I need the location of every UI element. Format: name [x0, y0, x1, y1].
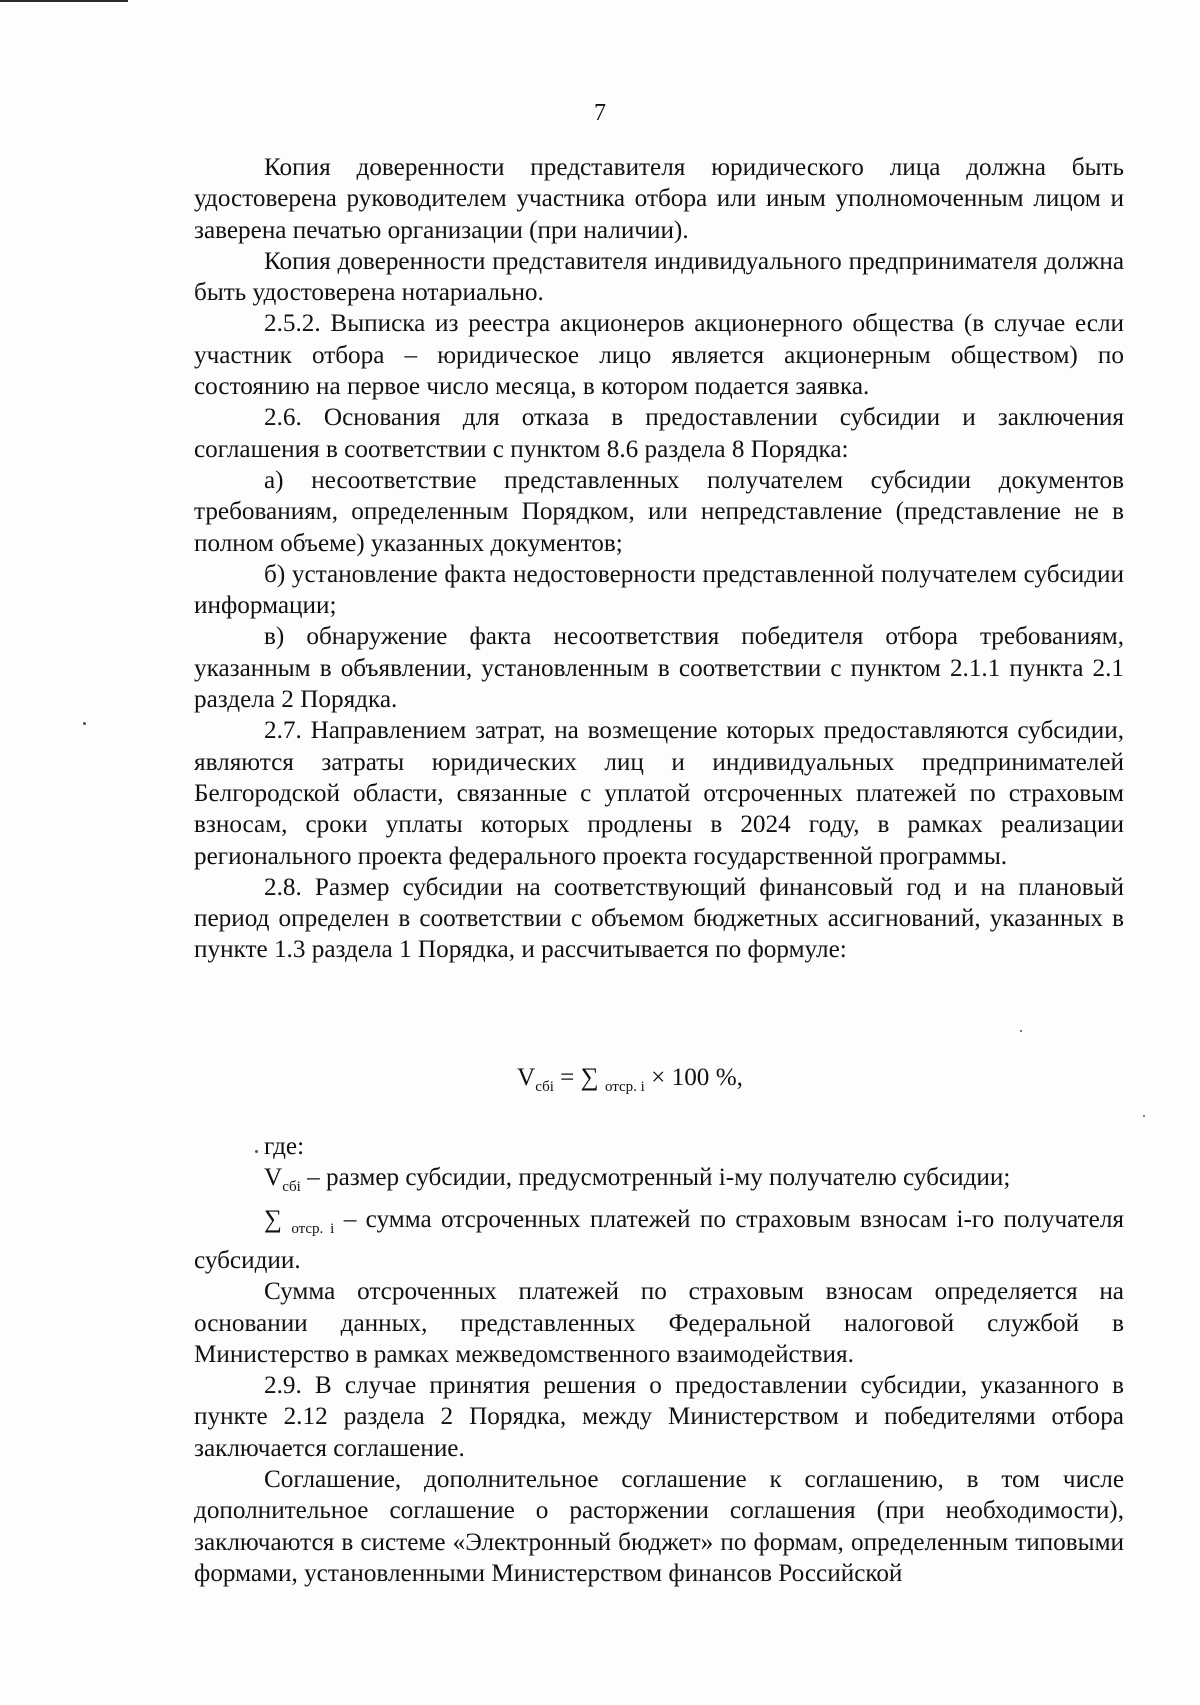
scan-speck — [255, 1150, 258, 1153]
scan-speck — [1143, 1115, 1145, 1117]
page-number: 7 — [594, 100, 606, 126]
scan-edge-mark — [0, 0, 128, 2]
paragraph-2-5-2: 2.5.2. Выписка из реестра акционеров акционерного общества (в случае если участник отбора – юридическое лицо является акционерным обществом) по состоянию на первое число месяца, в котором подается заявка. — [194, 310, 1124, 401]
scan-speck — [1020, 1030, 1022, 1032]
definition-sum-text: – сумма отсроченных платежей по страховым взносам i-го получателя субсидии. — [194, 1205, 1124, 1274]
definition-sum — [194, 1204, 1124, 1277]
body-text-top — [194, 152, 1124, 966]
paragraph-2-6-a: а) несоответствие представленных получателем субсидии документов требованиям, определенным Порядком, или непредставление (представление не в полном объеме) указанных документов; — [194, 466, 1124, 557]
paragraph-agreement: Соглашение, дополнительное соглашение к соглашению, в том числе дополнительное соглашение о расторжении соглашения (при необходимости), заключаются в системе «Электронный бюджет» по формам, определенным типовыми формами, установленными Министерством финансов Российской — [194, 1466, 1124, 1587]
subsidy-formula — [0, 1064, 1200, 1096]
paragraph-poa-entrepreneur: Копия доверенности представителя индивидуального предпринимателя должна быть удостоверена нотариально. — [194, 247, 1124, 307]
formula-equals-sum: = ∑ — [553, 1064, 605, 1091]
definition-v-subscript: сбi — [282, 1179, 301, 1196]
formula-sum-subscript: отср. i — [604, 1079, 645, 1096]
formula-tail: × 100 %, — [644, 1064, 743, 1091]
paragraph-poa-legal-entity: Копия доверенности представителя юридического лица должна быть удостоверена руководителем участника отбора или иным уполномоченным лицом и заверена печатью организации (при наличии). — [194, 154, 1124, 244]
paragraph-2-6: 2.6. Основания для отказа в предоставлении субсидии и заключения соглашения в соответствии с пунктом 8.6 раздела 8 Порядка: — [194, 404, 1124, 463]
definition-v-text: – размер субсидии, предусмотренный i-му получателю субсидии; — [300, 1164, 1011, 1192]
definition-v — [194, 1162, 1124, 1203]
paragraph-2-9: 2.9. В случае принятия решения о предоставлении субсидии, указанного в пункте 2.12 раздела 2 Порядка, между Министерством и победителями отбора заключается соглашение. — [194, 1372, 1124, 1462]
paragraph-deferred-sum: Сумма отсроченных платежей по страховым взносам определяется на основании данных, представленных Федеральной налоговой службой в Министерство в рамках межведомственного взаимодействия. — [194, 1278, 1124, 1368]
paragraph-2-6-v: в) обнаружение факта несоответствия победителя отбора требованиям, указанным в объявлении, установленным в соответствии с пунктом 2.1.1 пункта 2.1 раздела 2 Порядка. — [194, 623, 1124, 714]
formula-definitions — [194, 1131, 1124, 1589]
paragraph-2-7: 2.7. Направлением затрат, на возмещение которых предоставляются субсидии, являются затраты юридических лиц и индивидуальных предпринимателей Белгородской области, связанные с уплатой отсроченных платежей по страховым взносам, сроки уплаты которых продлены в 2024 году, в рамках реализации регионального проекта федерального проекта государственной программы. — [194, 717, 1124, 870]
definition-sum-subscript: отср. i — [291, 1220, 335, 1237]
definition-v-base: V — [264, 1164, 283, 1192]
definitions-where: где: — [264, 1133, 305, 1160]
scan-speck — [83, 722, 86, 725]
formula-lhs-subscript: сбi — [535, 1079, 554, 1096]
definition-sum-symbol: ∑ — [264, 1205, 282, 1233]
paragraph-2-6-b: б) установление факта недостоверности представленной получателем субсидии информации; — [194, 560, 1124, 620]
paragraph-2-8: 2.8. Размер субсидии на соответствующий финансовый год и на плановый период определен в соответствии с объемом бюджетных ассигнований, указанных в пункте 1.3 раздела 1 Порядка, и рассчитывается по формуле: — [194, 873, 1124, 964]
formula-lhs-base: V — [517, 1064, 536, 1091]
